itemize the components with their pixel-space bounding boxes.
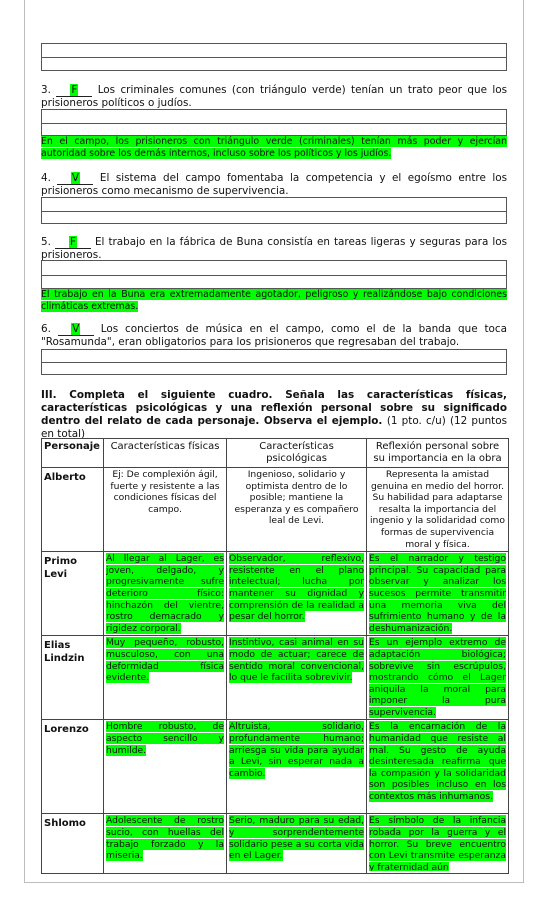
header-psicologicas: Características psicológicas <box>227 439 367 468</box>
question-number: 6. <box>41 323 51 335</box>
answer-blank[interactable]: V <box>57 173 93 185</box>
table-row <box>42 468 509 552</box>
section-iii-instructions: III. Completa el siguiente cuadro. Señala las características físicas, características psicológicas y una reflexión personal sobre su significado dentro del relato de cada personaje. Observa el ejemplo. (1 pto. c/u) (12 puntos en total) <box>41 389 507 440</box>
correction-3: En el campo, los prisioneros con triángulo verde (criminales) tenían más poder y ejercían autoridad sobre los demás internos, incluso sobre los políticos y los judíos. <box>41 136 507 159</box>
character-name: Lorenzo <box>42 720 104 814</box>
table-row <box>42 552 509 636</box>
reflection: Es símbolo de la infancia robada por la guerra y el horror. Su breve encuentro con Levi transmite esperanza y fraternidad aún <box>367 814 509 874</box>
character-name: Alberto <box>42 468 104 552</box>
correction-5: El trabajo en la Buna era extremadamente agotador, peligroso y realizándose bajo condiciones climáticas extremas. <box>41 289 507 312</box>
table-row <box>42 636 509 720</box>
reflection: Es la encarnación de la humanidad que resiste al mal. Su gesto de ayuda desinteresada reafirma que la compasión y la solidaridad son posibles incluso en los contextos más inhumanos. <box>367 720 509 814</box>
answer-lines-box[interactable] <box>41 197 507 224</box>
question-3 <box>41 84 507 110</box>
physical-traits: Muy pequeño, robusto, musculoso, con una deformidad física evidente. <box>104 636 227 720</box>
psychological-traits: Altruista, solidario, profundamente humano; arriesga su vida para ayudar a Levi, sin esperar nada a cambio. <box>227 720 367 814</box>
question-number: 4. <box>41 172 51 184</box>
psychological-traits: Ingenioso, solidario y optimista dentro de lo posible; mantiene la esperanza y es compañero leal de Levi. <box>227 468 367 552</box>
table-row <box>42 814 509 874</box>
answer-lines-box[interactable] <box>41 349 507 375</box>
question-text: El trabajo en la fábrica de Buna consistía en tareas ligeras y seguras para los prisioneros. <box>41 236 507 261</box>
answer-lines-box[interactable] <box>41 43 507 71</box>
psychological-traits: Instintivo, casi animal en su modo de actuar; carece de sentido moral convencional, lo que le facilita sobrevivir. <box>227 636 367 720</box>
question-text: Los conciertos de música en el campo, como el de la banda que toca "Rosamunda", eran obligatorios para los prisioneros que regresaban del trabajo. <box>41 323 507 348</box>
answer-lines-box[interactable] <box>41 109 507 136</box>
reflection: Representa la amistad genuina en medio del horror. Su habilidad para adaptarse resalta la importancia del ingenio y la solidaridad como formas de supervivencia moral y física. <box>367 468 509 552</box>
psychological-traits: Observador, reflexivo, resistente en el plano intelectual; lucha por mantener su dignidad y comprensión de la realidad a pesar del horror. <box>227 552 367 636</box>
psychological-traits: Serio, maduro para su edad, y sorprendentemente solidario pese a su corta vida en el Lager. <box>227 814 367 874</box>
question-6 <box>41 323 507 349</box>
header-fisicas: Características físicas <box>104 439 227 468</box>
question-text: El sistema del campo fomentaba la competencia y el egoísmo entre los prisioneros como mecanismo de supervivencia. <box>41 172 507 197</box>
character-table <box>41 438 509 874</box>
reflection: Es un ejemplo extremo de adaptación biológica; sobrevive sin escrúpulos, mostrando cómo el Lager aniquila la moral para imponer la pura supervivencia. <box>367 636 509 720</box>
answer-blank[interactable]: V <box>58 324 94 336</box>
header-reflexion: Reflexión personal sobre su importancia en la obra <box>367 439 509 468</box>
answer-lines-box[interactable] <box>41 260 507 289</box>
worksheet-page <box>24 0 524 883</box>
table-row <box>42 720 509 814</box>
character-name: Primo Levi <box>42 552 104 636</box>
physical-traits: Ej: De complexión ágil, fuerte y resistente a las condiciones físicas del campo. <box>104 468 227 552</box>
question-4 <box>41 172 507 198</box>
answer-blank[interactable]: F <box>56 85 92 97</box>
answer-blank[interactable]: F <box>55 237 91 249</box>
physical-traits: Adolescente de rostro sucio, con huellas del trabajo forzado y la miseria. <box>104 814 227 874</box>
question-number: 5. <box>41 236 51 248</box>
reflection: Es el narrador y testigo principal. Su capacidad para observar y analizar los sucesos permite transmitir una memoria viva del sufrimiento humano y de la deshumanización. <box>367 552 509 636</box>
question-number: 3. <box>41 84 51 96</box>
question-text: Los criminales comunes (con triángulo verde) tenían un trato peor que los prisioneros políticos o judíos. <box>41 84 508 109</box>
header-personaje: Personaje <box>42 439 104 468</box>
character-name: Elias Lindzin <box>42 636 104 720</box>
character-name: Shlomo <box>42 814 104 874</box>
physical-traits: Al llegar al Lager, es joven, delgado, y progresivamente sufre deterioro físico: hinchazón del vientre, rostro demacrado y rigidez corporal. <box>104 552 227 636</box>
physical-traits: Hombre robusto, de aspecto sencillo y humilde. <box>104 720 227 814</box>
question-5 <box>41 236 507 262</box>
